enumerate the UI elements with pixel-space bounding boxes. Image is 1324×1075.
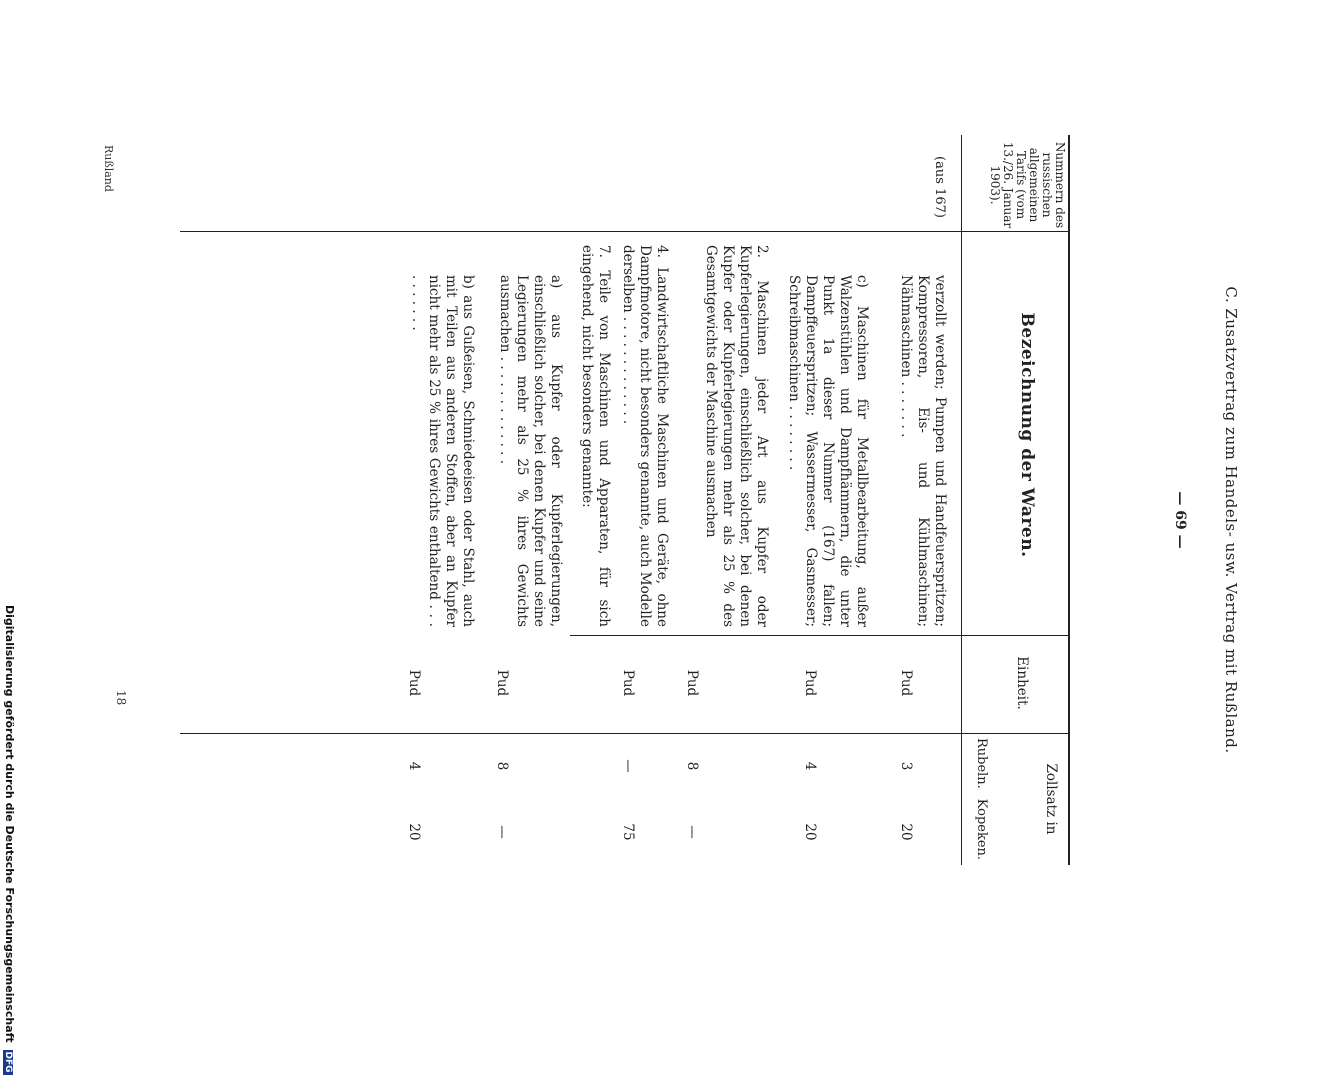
row-kopeks: 75 bbox=[620, 823, 636, 841]
row-description: a) aus Kupfer oder Kupferlegierungen, einschließlich solcher, bei denen Kupfer und seine Legierungen mehr als 25 % ihres Gewichts ausmachen . . . . . . . . . . . . . bbox=[497, 275, 564, 627]
row-unit: Pud bbox=[620, 669, 636, 697]
row-description: 2. Maschinen jeder Art aus Kupfer oder Kupferlegierungen, einschließlich solcher, bei denen Kupfer oder Kupferlegierungen mehr als 25 % des Gesamtgewichts der Maschine ausmachen bbox=[703, 245, 770, 627]
row-kopeks: 20 bbox=[406, 823, 422, 841]
header-rule-number bbox=[961, 135, 962, 231]
page-number: — 69 — bbox=[1172, 491, 1188, 549]
row-description: 7. Teile von Maschinen und Apparaten, für sich eingehend, nicht besonders genannte: bbox=[579, 245, 612, 627]
column-header-rate: Zollsatz in bbox=[1043, 763, 1059, 835]
dfg-logo: DFG bbox=[3, 1051, 13, 1073]
column-subheaders bbox=[973, 733, 990, 865]
row-unit: Pud bbox=[684, 669, 700, 697]
column-divider-2 bbox=[570, 635, 1070, 636]
row-unit: Pud bbox=[802, 669, 818, 697]
funding-note bbox=[3, 605, 16, 1075]
row-rubles: — bbox=[620, 759, 636, 773]
row-description: verzollt werden; Pumpen und Handfeuerspritzen; Kompressoren, Eis- und Kühlmaschinen; Nähmaschinen . . . . . . . bbox=[898, 275, 948, 627]
row-rubles: 4 bbox=[406, 761, 422, 771]
row-description: c) Maschinen für Metallbearbeitung, außer Walzenstühlen und Dampfhämmern, die unter Punkt 1a dieser Nummer (167) fallen; Dampffeuerspritzen; Wassermesser, Gasmesser; Schreibmaschinen . . . . . . . . bbox=[786, 275, 870, 627]
header-rule-rate bbox=[961, 733, 962, 865]
column-header-number: Nummern des russischen allgemeinen Tarifs (vom 13./26. Januar 1903). bbox=[988, 141, 1067, 229]
column-header-kopeks: Kopeken. bbox=[974, 798, 989, 861]
row-kopeks: — bbox=[494, 825, 510, 839]
row-rubles: 4 bbox=[802, 761, 818, 771]
table-top-rule bbox=[1068, 135, 1070, 865]
column-header-rubles: Rubeln. bbox=[974, 737, 989, 789]
row-description: b) aus Gußeisen, Schmiedeeisen oder Stahl, auch mit Teilen aus anderen Stoffen, aber an Kupfer nicht mehr als 25 % ihres Gewichts enthaltend . . . . . . . . . . bbox=[409, 275, 476, 627]
footer-country: Rußland bbox=[102, 145, 115, 192]
row-kopeks: 20 bbox=[802, 823, 818, 841]
tariff-table bbox=[180, 135, 1070, 865]
footer-sheet-number: 18 bbox=[114, 690, 128, 706]
row-kopeks: 20 bbox=[898, 823, 914, 841]
row-rubles: 8 bbox=[684, 761, 700, 771]
header-rule-middle bbox=[961, 231, 962, 733]
row-unit: Pud bbox=[898, 669, 914, 697]
column-header-unit: Einheit. bbox=[1014, 656, 1030, 710]
funding-text: Digitalisierung gefördert durch die Deutsche Forschungsgemeinschaft bbox=[3, 605, 16, 1043]
column-header-description: Bezeichnung der Waren. bbox=[1017, 312, 1037, 558]
row-number: (aus 167) bbox=[932, 156, 947, 218]
row-description: 4. Landwirtschaftliche Maschinen und Geräte, ohne Dampfmotore, nicht besonders genannte, auch Modelle derselben . . . . . . . . . . . . . bbox=[620, 245, 670, 627]
column-divider-1 bbox=[180, 231, 1070, 232]
row-unit: Pud bbox=[406, 669, 422, 697]
printed-page bbox=[90, 135, 1240, 905]
row-rubles: 3 bbox=[898, 761, 914, 771]
row-kopeks: — bbox=[684, 825, 700, 839]
running-header: C. Zusatzvertrag zum Handels- usw. Vertrag mit Rußland. bbox=[1222, 286, 1240, 754]
row-rubles: 8 bbox=[494, 761, 510, 771]
row-unit: Pud bbox=[494, 669, 510, 697]
